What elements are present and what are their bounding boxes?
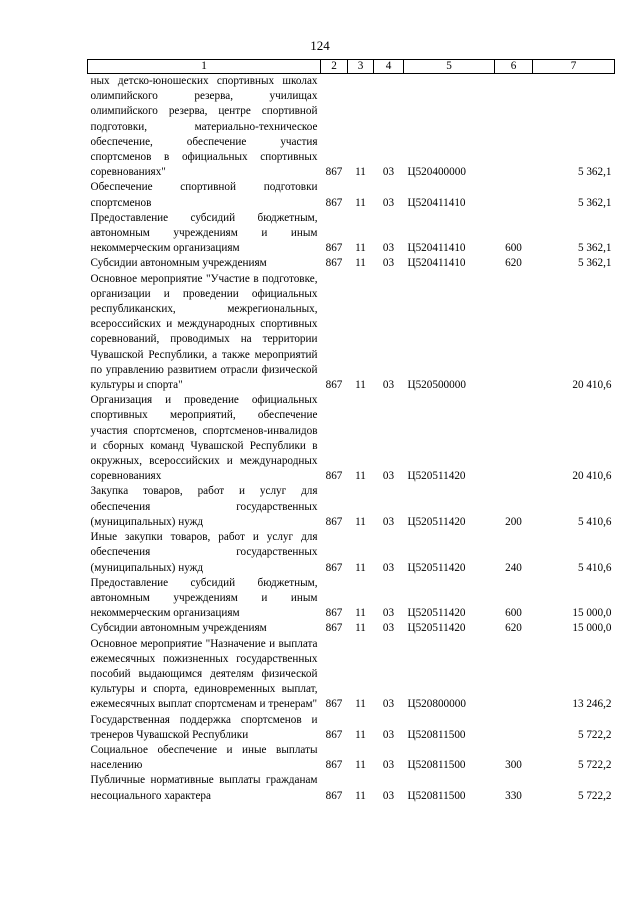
row-subsection-code: 03 xyxy=(382,257,395,270)
row-amount: 5 722,2 xyxy=(577,759,612,772)
row-amount: 5 410,6 xyxy=(577,515,612,528)
table-row xyxy=(88,211,615,257)
row-target-article: Ц520411410 xyxy=(407,257,466,270)
row-expense-type xyxy=(495,637,533,713)
row-amount: 15 000,0 xyxy=(572,622,612,635)
header-col-1: 1 xyxy=(88,60,321,74)
row-subsection-code: 03 xyxy=(382,607,395,620)
page-number: 124 xyxy=(310,38,330,53)
row-ministry-code: 867 xyxy=(325,379,343,392)
table-row xyxy=(88,637,615,713)
row-target-article: Ц520811500 xyxy=(407,759,466,772)
table-row xyxy=(88,773,615,803)
row-expense-type xyxy=(495,393,533,484)
row-amount: 15 000,0 xyxy=(572,607,612,620)
row-subsection-code: 03 xyxy=(382,728,395,741)
row-subsection-code: 03 xyxy=(382,379,395,392)
row-description: Иные закупки товаров, работ и услуг для обеспечения государственных (муниципальных) нужд xyxy=(90,531,318,574)
table-row xyxy=(88,621,615,636)
table-row xyxy=(88,256,615,271)
header-row xyxy=(88,60,615,74)
row-subsection-code: 03 xyxy=(382,759,395,772)
row-expense-type: 240 xyxy=(505,561,522,574)
row-subsection-code: 03 xyxy=(382,622,395,635)
row-amount: 20 410,6 xyxy=(572,470,612,483)
row-target-article: Ц520411410 xyxy=(407,196,466,209)
row-section-code: 11 xyxy=(355,561,366,574)
table-row xyxy=(88,713,615,743)
row-description: Организация и проведение официальных спортивных мероприятий, обеспечение участия спортсменов, спортсменов-инвалидов и сборных команд Чувашской Республики в окружных, всероссийских и международных соревнованиях xyxy=(90,394,318,483)
row-target-article: Ц520811500 xyxy=(407,789,466,802)
row-expense-type xyxy=(495,74,533,181)
row-subsection-code: 03 xyxy=(382,515,395,528)
row-description: Предоставление субсидий бюджетным, автономным учреждениям и иным некоммерческим организациям xyxy=(90,576,318,620)
row-target-article: Ц520511420 xyxy=(407,470,466,483)
row-section-code: 11 xyxy=(355,789,366,802)
table-row xyxy=(88,530,615,576)
row-subsection-code: 03 xyxy=(382,698,395,711)
row-amount: 13 246,2 xyxy=(572,698,612,711)
row-target-article: Ц520511420 xyxy=(407,607,466,620)
row-expense-type: 200 xyxy=(505,515,522,528)
row-section-code: 11 xyxy=(355,622,366,635)
table-row xyxy=(88,484,615,530)
row-target-article: Ц520800000 xyxy=(407,698,466,711)
table-body xyxy=(88,74,615,804)
row-amount: 5 362,1 xyxy=(577,242,612,255)
row-ministry-code: 867 xyxy=(325,257,343,270)
row-target-article: Ц520400000 xyxy=(407,166,466,179)
row-section-code: 11 xyxy=(355,607,366,620)
header-col-4: 4 xyxy=(374,60,404,74)
row-target-article: Ц520511420 xyxy=(407,561,466,574)
header-col-5: 5 xyxy=(404,60,495,74)
table-row xyxy=(88,180,615,210)
row-description: Публичные нормативные выплаты гражданам несоциального характера xyxy=(90,774,318,802)
row-section-code: 11 xyxy=(355,379,366,392)
row-section-code: 11 xyxy=(355,257,366,270)
row-ministry-code: 867 xyxy=(325,196,343,209)
table-row xyxy=(88,576,615,622)
row-ministry-code: 867 xyxy=(325,728,343,741)
row-section-code: 11 xyxy=(355,470,366,483)
row-description: Основное мероприятие "Назначение и выплата ежемесячных пожизненных государственных пособий выдающимся деятелям физической культуры и спорта, единовременных выплат, ежемесячных выплат спортсменам и тренерам" xyxy=(90,637,318,711)
row-section-code: 11 xyxy=(355,196,366,209)
table-row xyxy=(88,74,615,181)
row-section-code: 11 xyxy=(355,166,366,179)
row-description: Обеспечение спортивной подготовки спортсменов xyxy=(90,181,318,209)
row-expense-type xyxy=(495,180,533,210)
row-description: Закупка товаров, работ и услуг для обеспечения государственных (муниципальных) нужд xyxy=(90,485,318,528)
row-amount: 5 362,1 xyxy=(577,196,612,209)
row-subsection-code: 03 xyxy=(382,196,395,209)
header-col-7: 7 xyxy=(533,60,615,74)
row-expense-type: 600 xyxy=(505,242,522,255)
row-description: Государственная поддержка спортсменов и тренеров Чувашской Республики xyxy=(90,713,318,741)
row-target-article: Ц520411410 xyxy=(407,242,466,255)
row-subsection-code: 03 xyxy=(382,789,395,802)
table-row xyxy=(88,393,615,484)
row-ministry-code: 867 xyxy=(325,242,343,255)
row-amount: 5 362,1 xyxy=(577,166,612,179)
row-expense-type: 600 xyxy=(505,607,522,620)
row-section-code: 11 xyxy=(355,515,366,528)
row-description: Субсидии автономным учреждениям xyxy=(90,257,267,270)
row-description: Предоставление субсидий бюджетным, автономным учреждениям и иным некоммерческим организациям xyxy=(90,211,318,255)
row-target-article: Ц520511420 xyxy=(407,622,466,635)
row-target-article: Ц520500000 xyxy=(407,379,466,392)
budget-table xyxy=(87,59,615,804)
row-expense-type: 330 xyxy=(505,789,522,802)
table-header xyxy=(88,60,615,74)
row-ministry-code: 867 xyxy=(325,607,343,620)
row-ministry-code: 867 xyxy=(325,515,343,528)
row-ministry-code: 867 xyxy=(325,166,343,179)
row-section-code: 11 xyxy=(355,728,366,741)
row-amount: 5 410,6 xyxy=(577,561,612,574)
row-expense-type xyxy=(495,713,533,743)
row-expense-type xyxy=(495,272,533,394)
row-subsection-code: 03 xyxy=(382,166,395,179)
row-amount: 5 722,2 xyxy=(577,789,612,802)
row-ministry-code: 867 xyxy=(325,561,343,574)
row-description: ных детско-юношеских спортивных школах олимпийского резерва, училищах олимпийского резерва, центре спортивной подготовки, материально-техническое обеспечение, обеспечение участия спортсменов в официальных спортивных соревнованиях" xyxy=(90,75,318,179)
header-col-2: 2 xyxy=(321,60,348,74)
table-row xyxy=(88,272,615,394)
row-ministry-code: 867 xyxy=(325,759,343,772)
row-subsection-code: 03 xyxy=(382,561,395,574)
row-target-article: Ц520511420 xyxy=(407,515,466,528)
row-ministry-code: 867 xyxy=(325,622,343,635)
row-ministry-code: 867 xyxy=(325,470,343,483)
row-subsection-code: 03 xyxy=(382,242,395,255)
row-amount: 5 722,2 xyxy=(577,728,612,741)
row-expense-type: 620 xyxy=(505,257,522,270)
row-amount: 5 362,1 xyxy=(577,257,612,270)
row-section-code: 11 xyxy=(355,698,366,711)
row-description: Основное мероприятие "Участие в подготовке, организации и проведении официальных республиканских, межрегиональных, всероссийских и международных спортивных соревнований, проводимых на территории Чувашской Республики, а также мероприятий по управлению развитием отрасли физической культуры и спорта" xyxy=(90,272,318,392)
row-amount: 20 410,6 xyxy=(572,379,612,392)
row-ministry-code: 867 xyxy=(325,698,343,711)
row-ministry-code: 867 xyxy=(325,789,343,802)
row-expense-type: 620 xyxy=(505,622,522,635)
row-target-article: Ц520811500 xyxy=(407,728,466,741)
header-col-3: 3 xyxy=(348,60,374,74)
row-description: Субсидии автономным учреждениям xyxy=(90,622,267,635)
row-section-code: 11 xyxy=(355,242,366,255)
row-section-code: 11 xyxy=(355,759,366,772)
row-description: Социальное обеспечение и иные выплаты населению xyxy=(90,743,318,772)
row-subsection-code: 03 xyxy=(382,470,395,483)
table-row xyxy=(88,743,615,773)
row-expense-type: 300 xyxy=(505,759,522,772)
header-col-6: 6 xyxy=(495,60,533,74)
